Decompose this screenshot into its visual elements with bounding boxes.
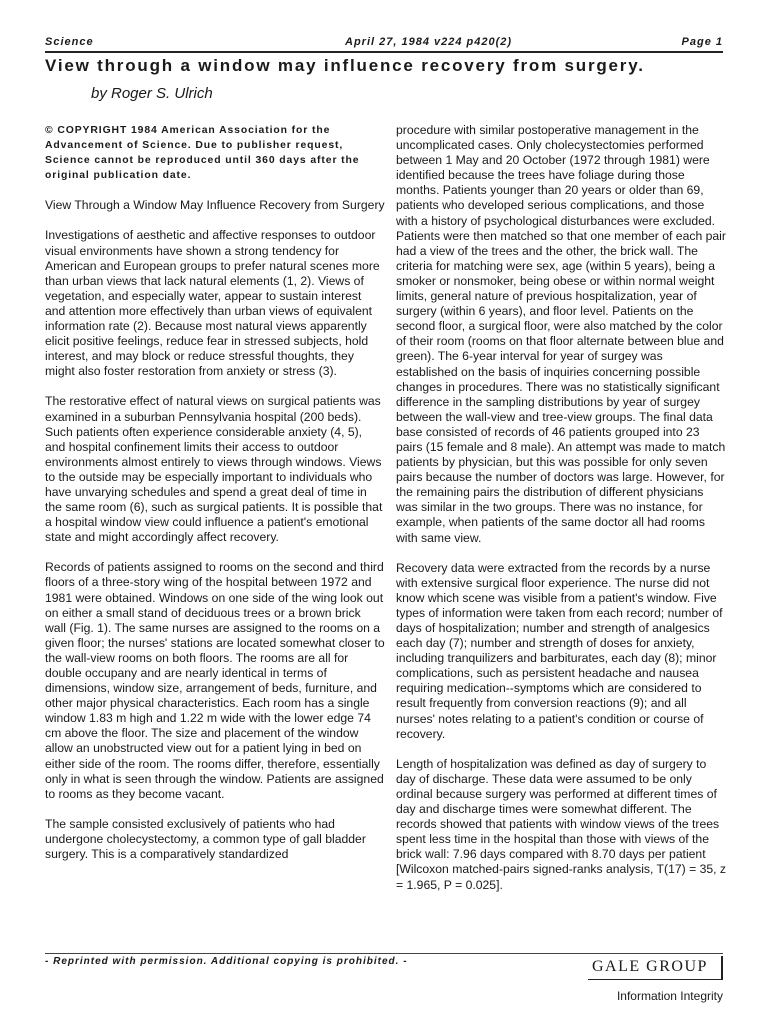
left-column [45,123,385,877]
logo-text: GALE GROUP [592,958,708,975]
copyright-notice: © COPYRIGHT 1984 American Association for the Advancement of Science. Due to publisher request, Science cannot be reproduced until 360 days after the original publication date. [45,125,360,182]
page-header [45,34,723,52]
article-title: View through a window may influence recovery from surgery. [45,56,645,75]
gale-group-logo [588,956,723,980]
paragraph: Records of patients assigned to rooms on the second and third floors of a three-story wing of the hospital between 1972 and 1981 were obtained. Windows on one side of the wing look out on either a small stand of deciduous trees or a brown brick wall (Fig. 1). The same nurses are assigned to the rooms on a given floor; the nurses' stations are located somewhat closer to the wall-view rooms on both floors. The rooms are all for double occupany and are nearly identical in terms of dimensions, window size, arrangement of beds, furniture, and other major physical characteristics. Each room has a single window 1.83 m high and 1.22 m wide with the lower edge 74 cm above the floor. The size and placement of the window allow an unobstructed view out for a patient lying in bed on either side of the room. The rooms differ, therefore, essentially only in what is seen through the window. Patients are assigned to rooms as they become vacant. [45,560,385,801]
journal-name: Science [45,36,94,48]
logo-underline [588,979,723,980]
page-number: Page 1 [681,36,723,48]
header-rule [45,51,723,53]
paragraph: Recovery data were extracted from the records by a nurse with extensive surgical floor experience. The nurse did not know which scene was visible from a patient's window. Five types of information were taken from each record; number of days of hospitalization; number and strength of analgesics each day (7); number and strength of doses for anxiety, including tranquilizers and barbiturates, each day (8); minor complications, such as persistent headache and nausea requiring medication--symptoms which are considered to result frequently from conversion reactions (9); and all nurses' notes relating to a patient's condition or course of recovery. [396,560,723,741]
citation: April 27, 1984 v224 p420(2) [345,36,513,48]
reprint-notice: - Reprinted with permission. Additional copying is prohibited. - [45,956,408,967]
article-byline: by Roger S. Ulrich [91,85,213,102]
paragraph: Length of hospitalization was defined as day of surgery to day of discharge. These data were assumed to be only ordinal because surgery was performed at different times of day and discharge times were somewhat different. The records showed that patients with window views of the trees spent less time in the hospital than those with views of the brick wall: 7.96 days compared with 8.70 days per patient [Wilcoxon matched-pairs signed-ranks analysis, T(17) = 35, z = 1.965, P = 0.025]. [396,756,726,892]
paragraph: procedure with similar postoperative management in the uncomplicated cases. Only cholecystectomies performed between 1 May and 20 October (1972 through 1981) were identified because the trees have foliage during those months. Patients younger than 20 years or older than 69, patients who developed serious complications, and those with a history of psychological disturbances were excluded. Patients were then matched so that one member of each pair had a view of the trees and the other, the brick wall. The criteria for matching were sex, age (within 5 years), being a smoker or nonsmoker, being obese or within normal weight limits, general nature of previous hospitalization, year of surgery (within 6 years), and floor level. Patients on the second floor, a surgical floor, were also matched by the color of their room (rooms on that floor alternate between blue and green). The 6-year interval for year of surgey was established on the basis of inquiries concerning possible changes in procedures. There was no statistically significant difference in the sampling distributions by year of surgey between the wall-view and tree-view groups. The final data base consisted of records of 46 patients grouped into 23 pairs (15 female and 8 male). An attempt was made to match patients by physician, but this was possible for only seven pairs because the number of doctors was large. However, for the remaining pairs the distribution of different physicians was similar in the two groups. There was no instance, for example, when patients of the same doctor all had rooms with same view. [396,123,726,545]
tagline: Information Integrity [616,989,723,1003]
footer-rule [45,953,723,954]
section-heading: View Through a Window May Influence Recovery from Surgery [45,198,385,213]
right-column [396,123,726,908]
paragraph: Investigations of aesthetic and affective responses to outdoor visual environments have shown a strong tendency for American and European groups to prefer natural scenes more than urban views that lack natural elements (1, 2). Views of vegetation, and especially water, appear to sustain interest and attention more effectively than urban views of equivalent information rate (2). Because most natural views apparently elicit positive feelings, reduce fear in stressed subjects, hold interest, and may block or reduce stressful thoughts, they might also foster restoration from anxiety or stress (3). [45,228,380,379]
paragraph: The sample consisted exclusively of patients who had undergone cholecystectomy, a common type of gall bladder surgery. This is a comparatively standardized [45,816,366,862]
paragraph: The restorative effect of natural views on surgical patients was examined in a suburban Pennsylvania hospital (200 beds). Such patients often experience considerable anxiety (4, 5), and hospital confinement limits their access to outdoor environments almost entirely to views through windows. Views to the outside may be especially important to individuals who have unvarying schedules and spend a great deal of time in the same room (6), such as surgical patients. It is possible that a hospital window view could influence a patient's emotional state and might accordingly affect recovery. [45,394,383,545]
logo-bar [721,956,723,980]
